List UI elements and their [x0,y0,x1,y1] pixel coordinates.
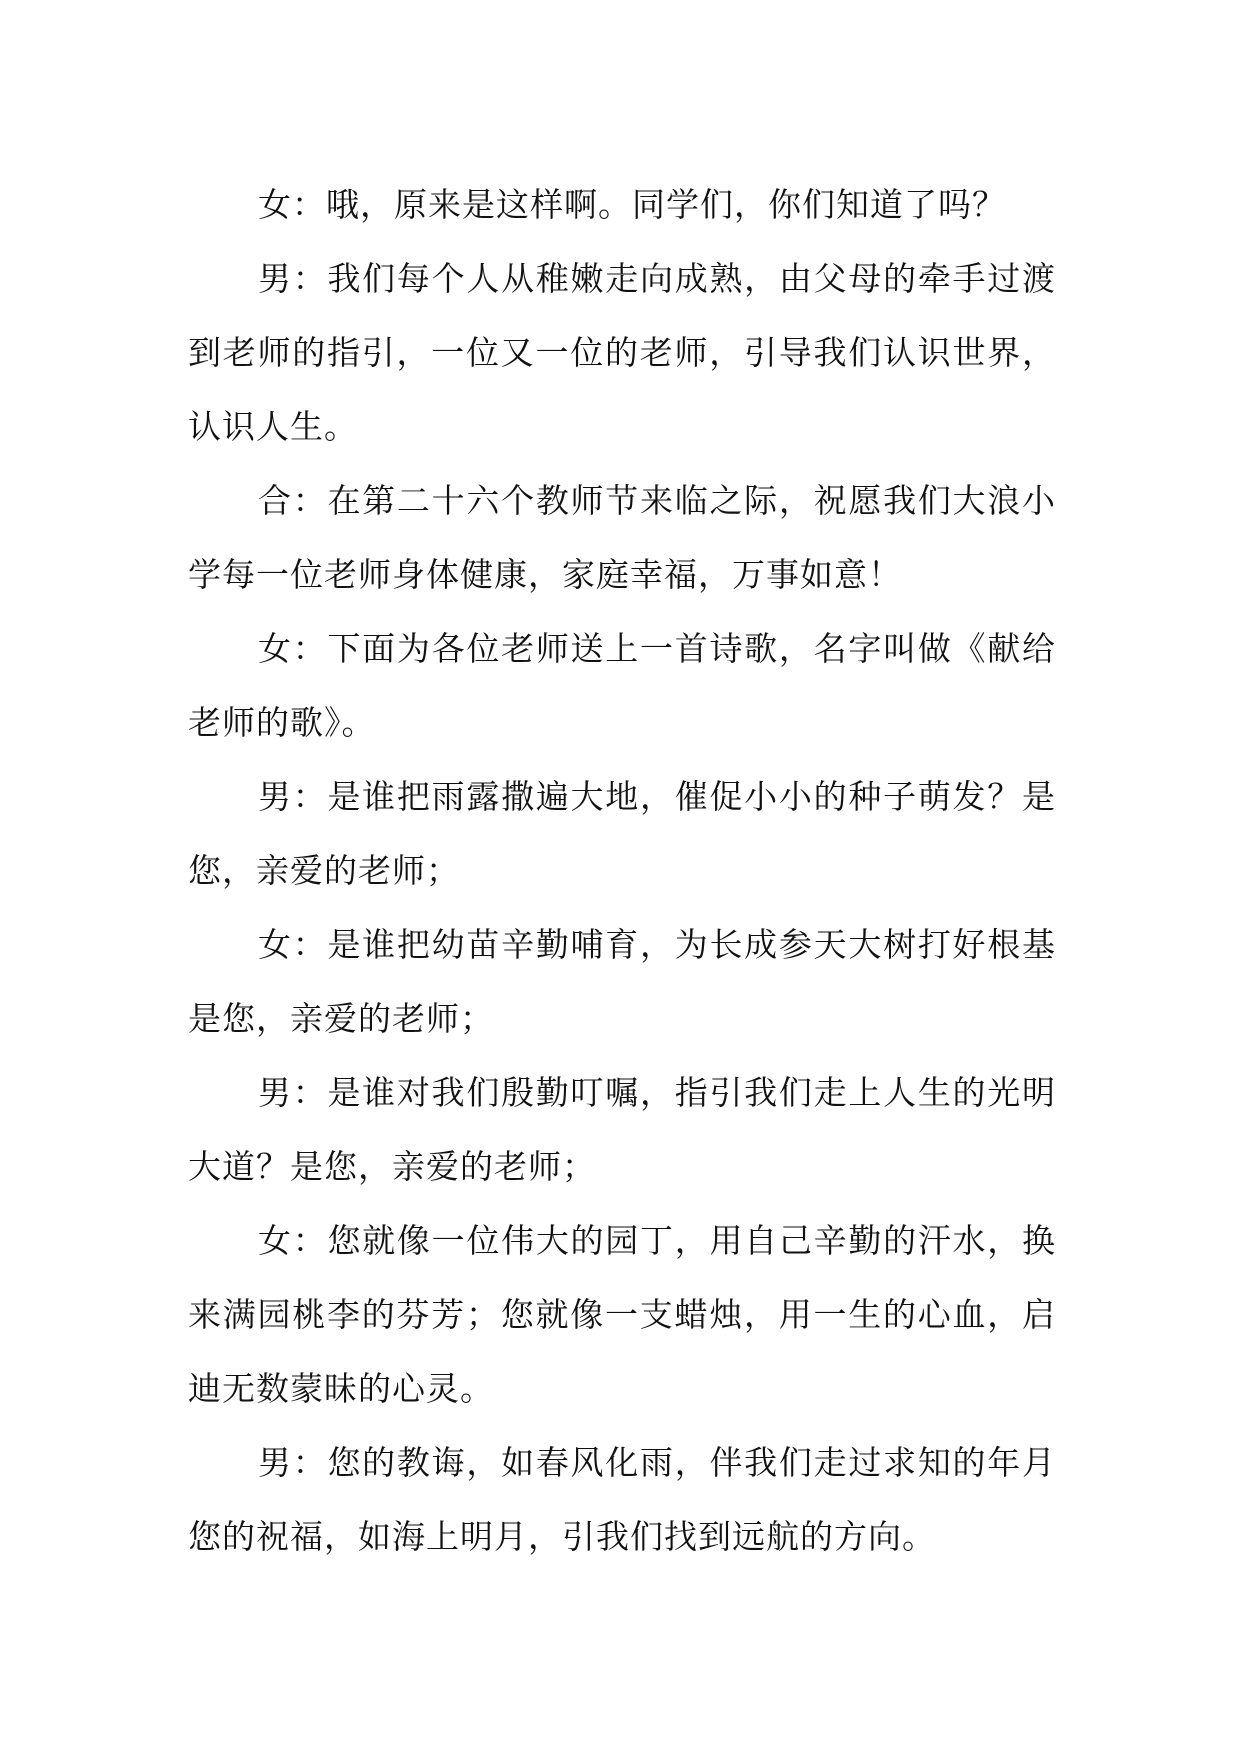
paragraph-2: 男：我们每个人从稚嫩走向成熟，由父母的牵手过渡到老师的指引，一位又一位的老师，引导我们认识世界，认识人生。 [188,259,1056,446]
paragraph-9: 男：您的教诲，如春风化雨，伴我们走过求知的年月您的祝福，如海上明月，引我们找到远航的方向。 [188,1443,1056,1556]
paragraph-5: 男：是谁把雨露撒遍大地，催促小小的种子萌发？是您，亲爱的老师； [188,777,1056,890]
paragraph-4: 女：下面为各位老师送上一首诗歌，名字叫做《献给老师的歌》。 [188,629,1056,742]
paragraph-8: 女：您就像一位伟大的园丁，用自己辛勤的汗水，换来满园桃李的芬芳；您就像一支蜡烛，用一生的心血，启迪无数蒙昧的心灵。 [188,1221,1056,1408]
paragraph-6: 女：是谁把幼苗辛勤哺育，为长成参天大树打好根基是您，亲爱的老师； [188,925,1056,1038]
paragraph-1: 女：哦，原来是这样啊。同学们，你们知道了吗？ [258,185,1006,224]
paragraph-7: 男：是谁对我们殷勤叮嘱，指引我们走上人生的光明大道？是您，亲爱的老师； [188,1073,1056,1186]
paragraph-3: 合：在第二十六个教师节来临之际，祝愿我们大浪小学每一位老师身体健康，家庭幸福，万事如意！ [188,481,1056,594]
document-body [188,168,1056,1574]
